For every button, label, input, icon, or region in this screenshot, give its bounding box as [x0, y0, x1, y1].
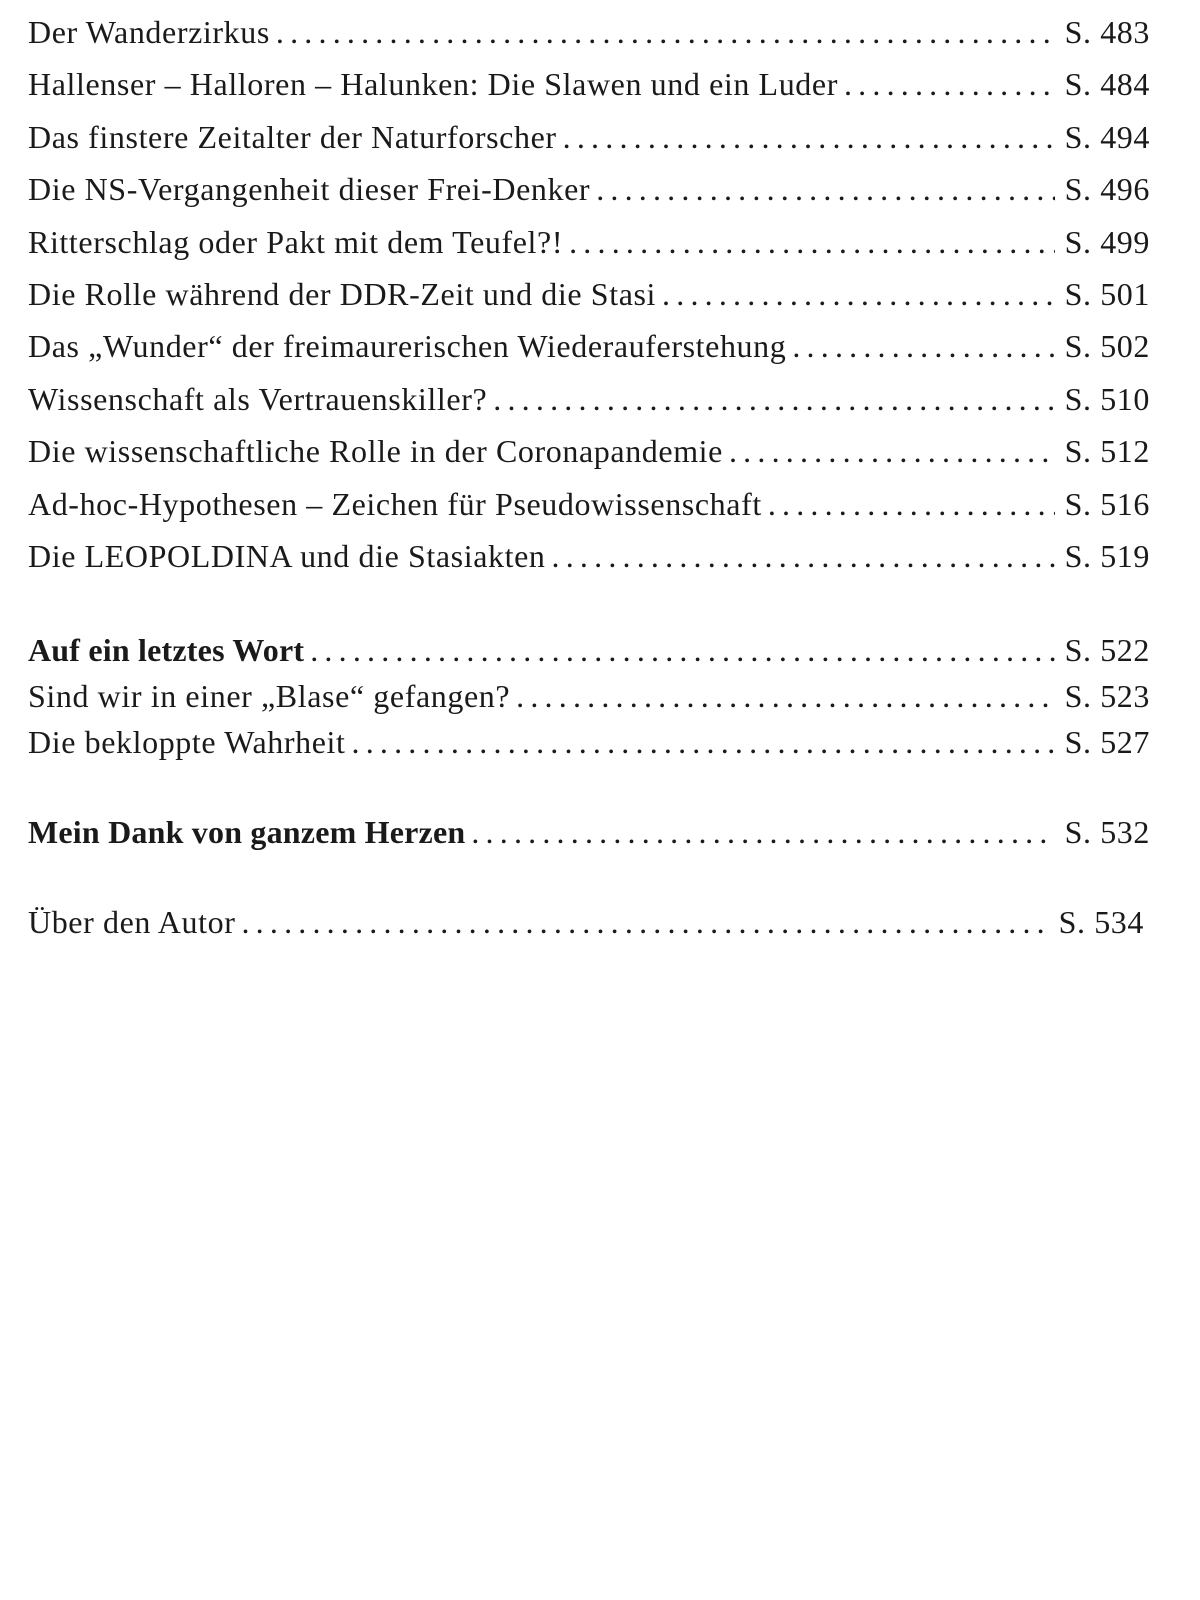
- toc-entry-title: Hallenser – Halloren – Halunken: Die Slawen und ein Luder: [28, 66, 838, 103]
- toc-entry-title: Mein Dank von ganzem Herzen: [28, 814, 466, 851]
- toc-entry-title: Auf ein letztes Wort: [28, 632, 305, 669]
- toc-entry-page: S. 496: [1064, 171, 1150, 208]
- toc-entry-title: Ritterschlag oder Pakt mit dem Teufel?!: [28, 223, 564, 260]
- toc-entry-title: Die NS-Vergangenheit dieser Frei-Denker: [28, 171, 591, 208]
- dot-leader: [729, 433, 1055, 470]
- dot-leader: [768, 486, 1055, 523]
- dot-leader: [596, 171, 1054, 208]
- dot-leader: [352, 724, 1055, 761]
- toc-entry: [28, 66, 1150, 118]
- toc-entry-title: Der Wanderzirkus: [28, 14, 270, 50]
- dot-leader: [844, 66, 1055, 103]
- toc-entry: [28, 724, 1150, 770]
- dot-leader: [516, 678, 1054, 715]
- toc-entry: [28, 14, 1150, 66]
- toc-entry-page: S. 510: [1064, 380, 1150, 417]
- toc-entry-page: S. 484: [1064, 66, 1150, 103]
- toc-entry-title: Das „Wunder“ der freimaurerischen Wiederauferstehung: [28, 328, 787, 365]
- toc-entry-title: Das finstere Zeitalter der Naturforscher: [28, 118, 557, 155]
- toc-entry-page: S. 527: [1064, 724, 1150, 761]
- toc-entry: [28, 119, 1150, 171]
- toc-entry-page: S. 494: [1064, 118, 1150, 155]
- toc-entry-title: Die Rolle während der DDR-Zeit und die Stasi: [28, 275, 657, 312]
- toc-section-about-author: [28, 904, 1150, 950]
- toc-section-chapter-entries: [28, 14, 1150, 590]
- toc-entry: [28, 486, 1150, 538]
- toc-entry-page: S. 501: [1064, 275, 1150, 312]
- toc-chapter-heading: [28, 632, 1150, 678]
- toc-section-final-word: [28, 632, 1150, 770]
- dot-leader: [276, 14, 1055, 51]
- toc-entry: [28, 538, 1150, 590]
- toc-entry: [28, 171, 1150, 223]
- toc-entry-page: S. 502: [1064, 328, 1150, 365]
- toc-entry-page: S. 516: [1064, 485, 1150, 522]
- toc-entry: [28, 224, 1150, 276]
- toc-entry-title: Die LEOPOLDINA und die Stasiakten: [28, 537, 546, 574]
- toc-entry-title: Die bekloppte Wahrheit: [28, 724, 346, 761]
- dot-leader: [471, 814, 1054, 851]
- toc-entry: [28, 328, 1150, 380]
- dot-leader: [552, 538, 1055, 575]
- table-of-contents: [28, 0, 1150, 950]
- dot-leader: [563, 119, 1055, 156]
- dot-leader: [310, 632, 1054, 669]
- dot-leader: [241, 904, 1048, 941]
- toc-entry: [28, 904, 1150, 950]
- toc-entry-title: Über den Autor: [28, 904, 236, 941]
- toc-entry-page: S. 483: [1064, 14, 1150, 50]
- toc-entry-page: S. 512: [1064, 433, 1150, 470]
- toc-section-acknowledgements: [28, 814, 1150, 860]
- toc-entry-page: S. 534: [1058, 904, 1144, 941]
- toc-entry-page: S. 523: [1064, 678, 1150, 715]
- dot-leader: [662, 276, 1055, 313]
- toc-entry-title: Sind wir in einer „Blase“ gefangen?: [28, 678, 511, 715]
- toc-entry: [28, 381, 1150, 433]
- toc-entry-page: S. 519: [1064, 537, 1150, 574]
- toc-entry-title: Ad-hoc-Hypothesen – Zeichen für Pseudowissenschaft: [28, 485, 762, 522]
- toc-entry-page: S. 499: [1064, 223, 1150, 260]
- dot-leader: [569, 224, 1055, 261]
- dot-leader: [493, 381, 1054, 418]
- toc-chapter-heading: [28, 814, 1150, 860]
- toc-entry-page: S. 522: [1064, 632, 1150, 669]
- toc-entry: [28, 678, 1150, 724]
- dot-leader: [792, 328, 1054, 365]
- toc-entry: [28, 276, 1150, 328]
- toc-entry: [28, 433, 1150, 485]
- toc-entry-page: S. 532: [1064, 814, 1150, 851]
- toc-entry-title: Wissenschaft als Vertrauenskiller?: [28, 380, 488, 417]
- toc-entry-title: Die wissenschaftliche Rolle in der Coronapandemie: [28, 433, 723, 470]
